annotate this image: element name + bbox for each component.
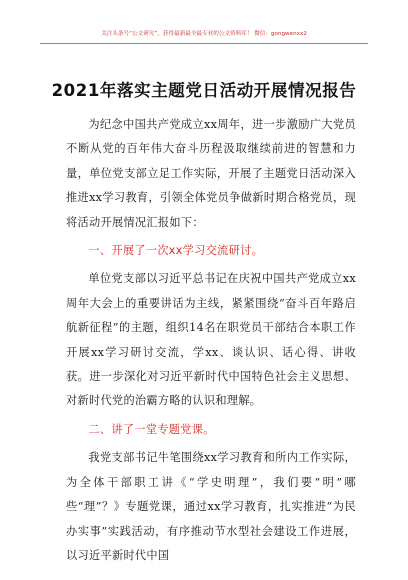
header-divider xyxy=(40,43,368,44)
document-title: 2021年落实主题党日活动开展情况报告 xyxy=(51,81,357,100)
section-2-heading: 二、讲了一堂专题党课。 xyxy=(88,422,215,436)
intro-paragraph: 为纪念中国共产党成立xx周年，进一步激励广大党员不断从党的百年伟大奋斗历程汲取继续前进的智慧和力量，单位党支部立足工作实际，开展了主题党日活动深入推进xx学习教育，引领全体党员争做新时期合格党员，现将活动开展情况汇报如下： xyxy=(66,118,356,229)
document-body xyxy=(66,113,356,568)
section-2-paragraph: 我党支部书记牛笔围绕xx学习教育和所内工作实际，为全体干部职工讲《“学史明理”，我们要“明”哪些“理”？》专题党课，通过xx学习教育，扎实推进“为民办实事”实践活动，有序推动节水型社会建设工作进展，以习近平新时代中国 xyxy=(66,451,356,562)
header-banner: 关注头条号“公文研究”，获得最新最全最专业的公文资料库！ 微信：gongwenxx2 xyxy=(101,31,307,37)
section-1-heading: 一、开展了一次xx学习交流研讨。 xyxy=(88,244,264,258)
section-1-paragraph: 单位党支部以习近平总书记在庆祝中国共产党成立xx周年大会上的重要讲话为主线，紧紧围绕“奋斗百年路启航新征程”的主题，组织14名在职党员干部结合本职工作开展xx学习研讨交流，学xx、谈认识、话心得、讲收获。进一步深化对习近平新时代中国特色社会主义思想、对新时代党的治霸方略的认识和理解。 xyxy=(66,272,356,408)
